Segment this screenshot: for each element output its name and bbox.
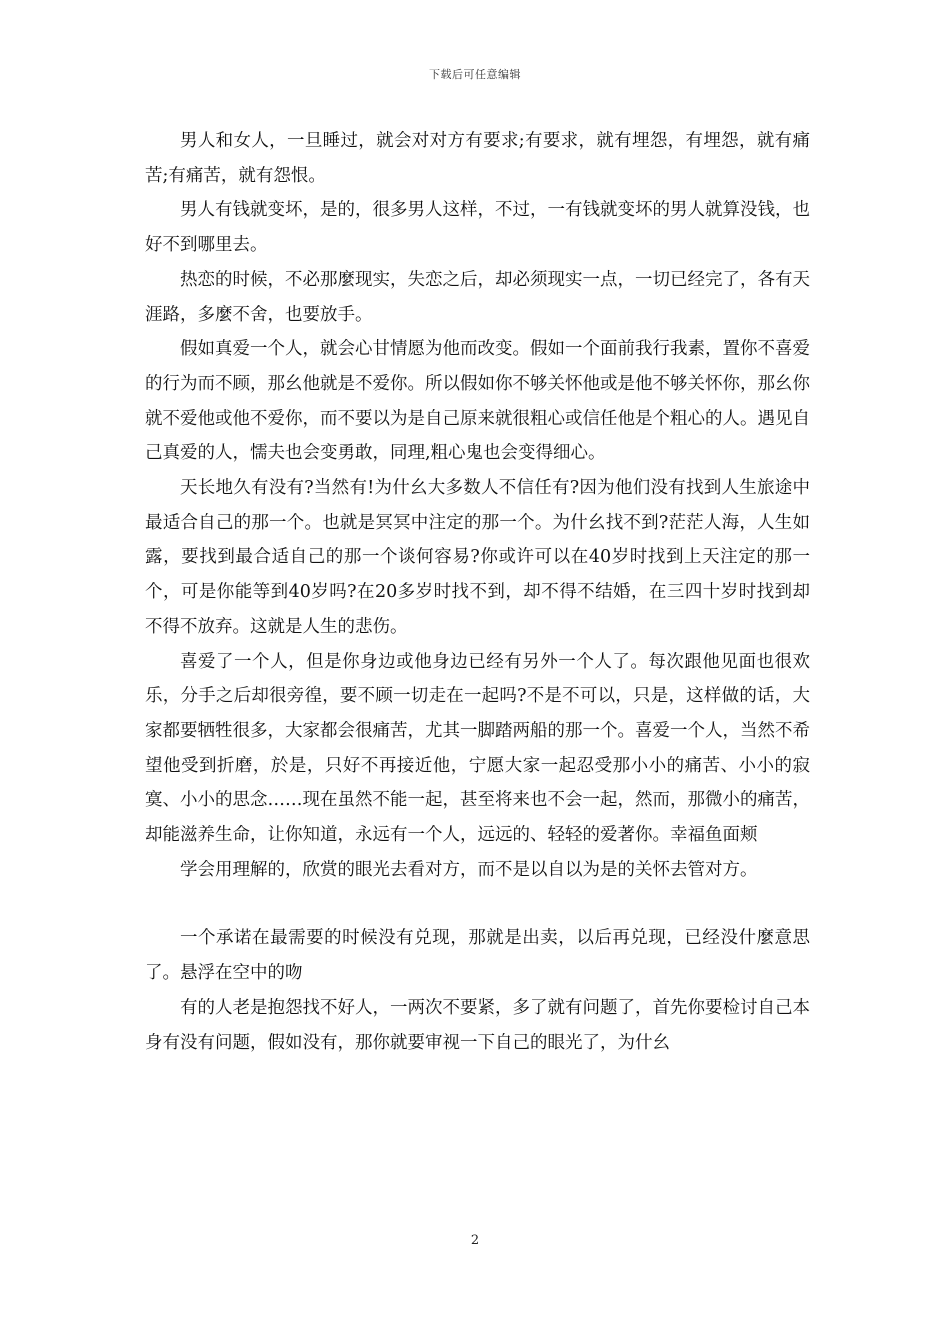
paragraph: 一个承诺在最需要的时候没有兑现，那就是出卖，以后再兑现，已经没什麼意思了。悬浮在空中的吻 <box>145 928 810 984</box>
paragraph: 喜爱了一个人，但是你身边或他身边已经有另外一个人了。每次跟他见面也很欢乐，分手之后却很旁徨，要不顾一切走在一起吗?不是不可以，只是，这样做的话，大家都要牺牲很多，大家都会很痛苦，尤其一脚踏两船的那一个。喜爱一个人，当然不希望他受到折磨，於是，只好不再接近他，宁愿大家一起忍受那小小的痛苦、小小的寂寞、小小的思念……现在虽然不能一起，甚至将来也不会一起，然而，那微小的痛苦，却能滋养生命，让你知道，永远有一个人，远远的、轻轻的爱著你。幸福鱼面颊 <box>145 651 810 846</box>
paragraph: 天长地久有没有?当然有!为什幺大多数人不信任有?因为他们没有找到人生旅途中最适合自己的那一个。也就是冥冥中注定的那一个。为什幺找不到?茫茫人海，人生如露，要找到最合适自己的那一个谈何容易?你或许可以在40岁时找到上天注定的那一个，可是你能等到40岁吗?在20多岁时找不到，却不得不结婚，在三四十岁时找到却不得不放弃。这就是人生的悲伤。 <box>145 478 810 637</box>
paragraph: 有的人老是抱怨找不好人，一两次不要紧，多了就有问题了，首先你要检讨自己本身有没有问题，假如没有，那你就要审视一下自己的眼光了，为什幺 <box>145 997 810 1053</box>
paragraph: 学会用理解的，欣赏的眼光去看对方，而不是以自以为是的关怀去管对方。 <box>180 859 758 880</box>
paragraph: 假如真爱一个人，就会心甘情愿为他而改变。假如一个面前我行我素，置你不喜爱的行为而不顾，那幺他就是不爱你。所以假如你不够关怀他或是他不够关怀你，那幺你就不爱他或他不爱你，而不要以为是自己原来就很粗心或信任他是个粗心的人。遇见自己真爱的人，懦夫也会变勇敢，同理,粗心鬼也会变得细心。 <box>145 339 810 464</box>
page-header: 下载后可任意编辑 <box>429 68 521 81</box>
document-body <box>145 124 810 1060</box>
paragraph: 男人和女人，一旦睡过，就会对对方有要求;有要求，就有埋怨，有埋怨，就有痛苦;有痛苦，就有怨恨。 <box>145 131 810 186</box>
paragraph: 热恋的时候，不必那麼现实，失恋之后，却必须现实一点，一切已经完了，各有天涯路，多麼不舍，也要放手。 <box>145 269 810 325</box>
page-number: 2 <box>470 1233 480 1248</box>
paragraph-spacer <box>145 887 810 921</box>
paragraph: 男人有钱就变坏，是的，很多男人这样，不过，一有钱就变坏的男人就算没钱，也好不到哪里去。 <box>145 200 810 256</box>
